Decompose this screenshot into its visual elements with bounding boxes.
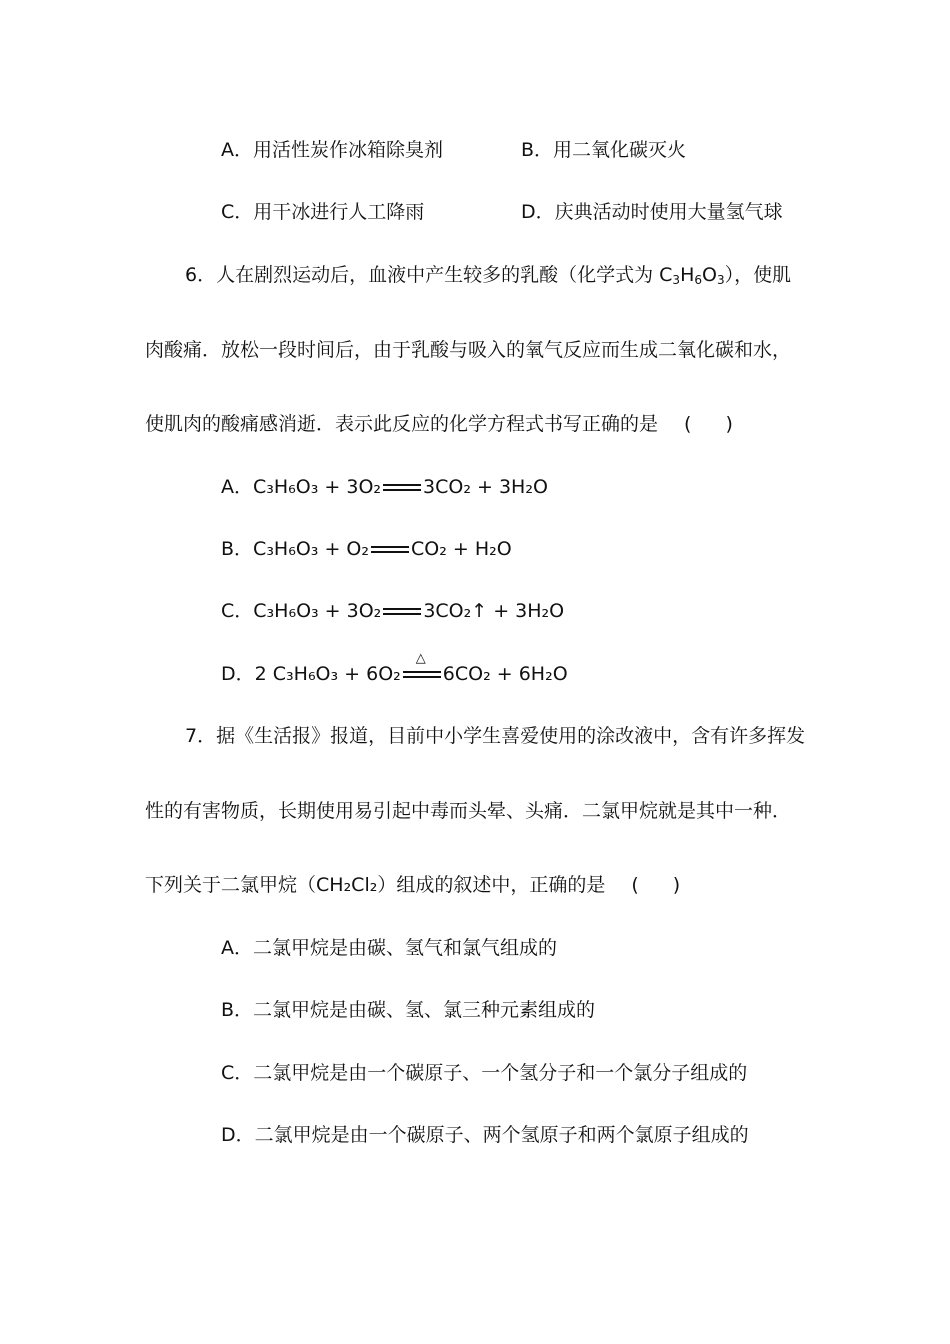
q7-option-a: A．二氯甲烷是由碳、氢气和氯气组成的: [221, 937, 557, 959]
q7-paren-open: (: [631, 874, 639, 896]
q6-stem-line-1: [185, 262, 791, 288]
q5-option-a: A．用活性炭作冰箱除臭剂: [221, 139, 443, 161]
q6-stem-line-3-text: 使肌肉的酸痛感消逝．表示此反应的化学方程式书写正确的是: [145, 413, 659, 435]
q6-option-d-label: D．: [221, 663, 255, 685]
q6-answer-blank: [684, 411, 733, 437]
q7-stem-text-after: ）组成的叙述中，正确的是: [377, 874, 606, 896]
q6-formula-o: O: [702, 264, 717, 286]
q5-option-b: B．用二氧化碳灭火: [521, 139, 687, 161]
q6-option-a-rhs: 3CO₂ + 3H₂O: [423, 476, 548, 498]
q6-paren-open: (: [684, 413, 692, 435]
q6-option-d: [221, 650, 568, 687]
q6-formula-c: C: [659, 264, 673, 286]
q6-formula-h: H: [680, 264, 695, 286]
q6-paren-close: ): [725, 413, 733, 435]
q6-stem-text-before: 6．人在剧烈运动后，血液中产生较多的乳酸（化学式为: [185, 264, 660, 286]
q6-stem-line-2: 肉酸痛．放松一段时间后，由于乳酸与吸入的氧气反应而生成二氧化碳和水，: [145, 339, 792, 361]
q7-paren-close: ): [672, 874, 681, 896]
heat-triangle-icon: △: [415, 650, 426, 666]
q7-answer-blank: [631, 872, 680, 898]
q6-option-a-label: A．: [221, 476, 253, 498]
q6-option-c-label: C．: [221, 600, 254, 622]
q6-option-c-rhs: 3CO₂↑ + 3H₂O: [423, 600, 565, 622]
q6-stem-text-after: ），使肌: [724, 264, 792, 286]
q5-option-d: D．庆典活动时使用大量氢气球: [521, 201, 783, 223]
q7-stem-line-1: 7．据《生活报》报道，目前中小学生喜爱使用的涂改液中，含有许多挥发: [185, 725, 806, 747]
q6-formula-h-sub: 6: [694, 273, 702, 287]
q7-formula: CH₂Cl₂: [316, 874, 378, 896]
q6-option-b-rhs: CO₂ + H₂O: [410, 538, 512, 560]
q7-stem-line-2: 性的有害物质，长期使用易引起中毒而头晕、头痛．二氯甲烷就是其中一种．: [145, 800, 792, 822]
q6-formula-c-sub: 3: [672, 273, 681, 287]
q6-option-d-rhs: 6CO₂ + 6H₂O: [442, 663, 568, 685]
q6-option-d-lhs: 2 C₃H₆O₃ + 6O₂: [254, 663, 401, 685]
q7-stem-line-3: [145, 872, 680, 898]
q6-option-b: [221, 536, 512, 562]
q6-formula-o-sub: 3: [716, 273, 725, 287]
q6-option-a-lhs: C₃H₆O₃ + 3O₂: [253, 476, 382, 498]
q6-option-b-label: B．: [221, 538, 254, 560]
q7-option-b: B．二氯甲烷是由碳、氢、氯三种元素组成的: [221, 999, 596, 1021]
equals-sign-icon: [383, 605, 421, 619]
q5-option-c: C．用干冰进行人工降雨: [221, 201, 425, 223]
q7-option-c: C．二氯甲烷是由一个碳原子、一个氢分子和一个氯分子组成的: [221, 1062, 748, 1084]
q7-stem-text-before: 下列关于二氯甲烷（: [145, 874, 317, 896]
q6-option-c-lhs: C₃H₆O₃ + 3O₂: [253, 600, 382, 622]
q7-option-d: D．二氯甲烷是由一个碳原子、两个氢原子和两个氯原子组成的: [221, 1124, 749, 1146]
q6-option-c: [221, 598, 564, 624]
equals-sign-icon: [371, 543, 409, 557]
heating-equals-sign-icon: [403, 650, 441, 682]
q6-option-b-lhs: C₃H₆O₃ + O₂: [253, 538, 369, 560]
q6-stem-line-3: [145, 411, 733, 437]
equals-sign-icon: [383, 481, 421, 495]
q6-option-a: [221, 474, 548, 500]
